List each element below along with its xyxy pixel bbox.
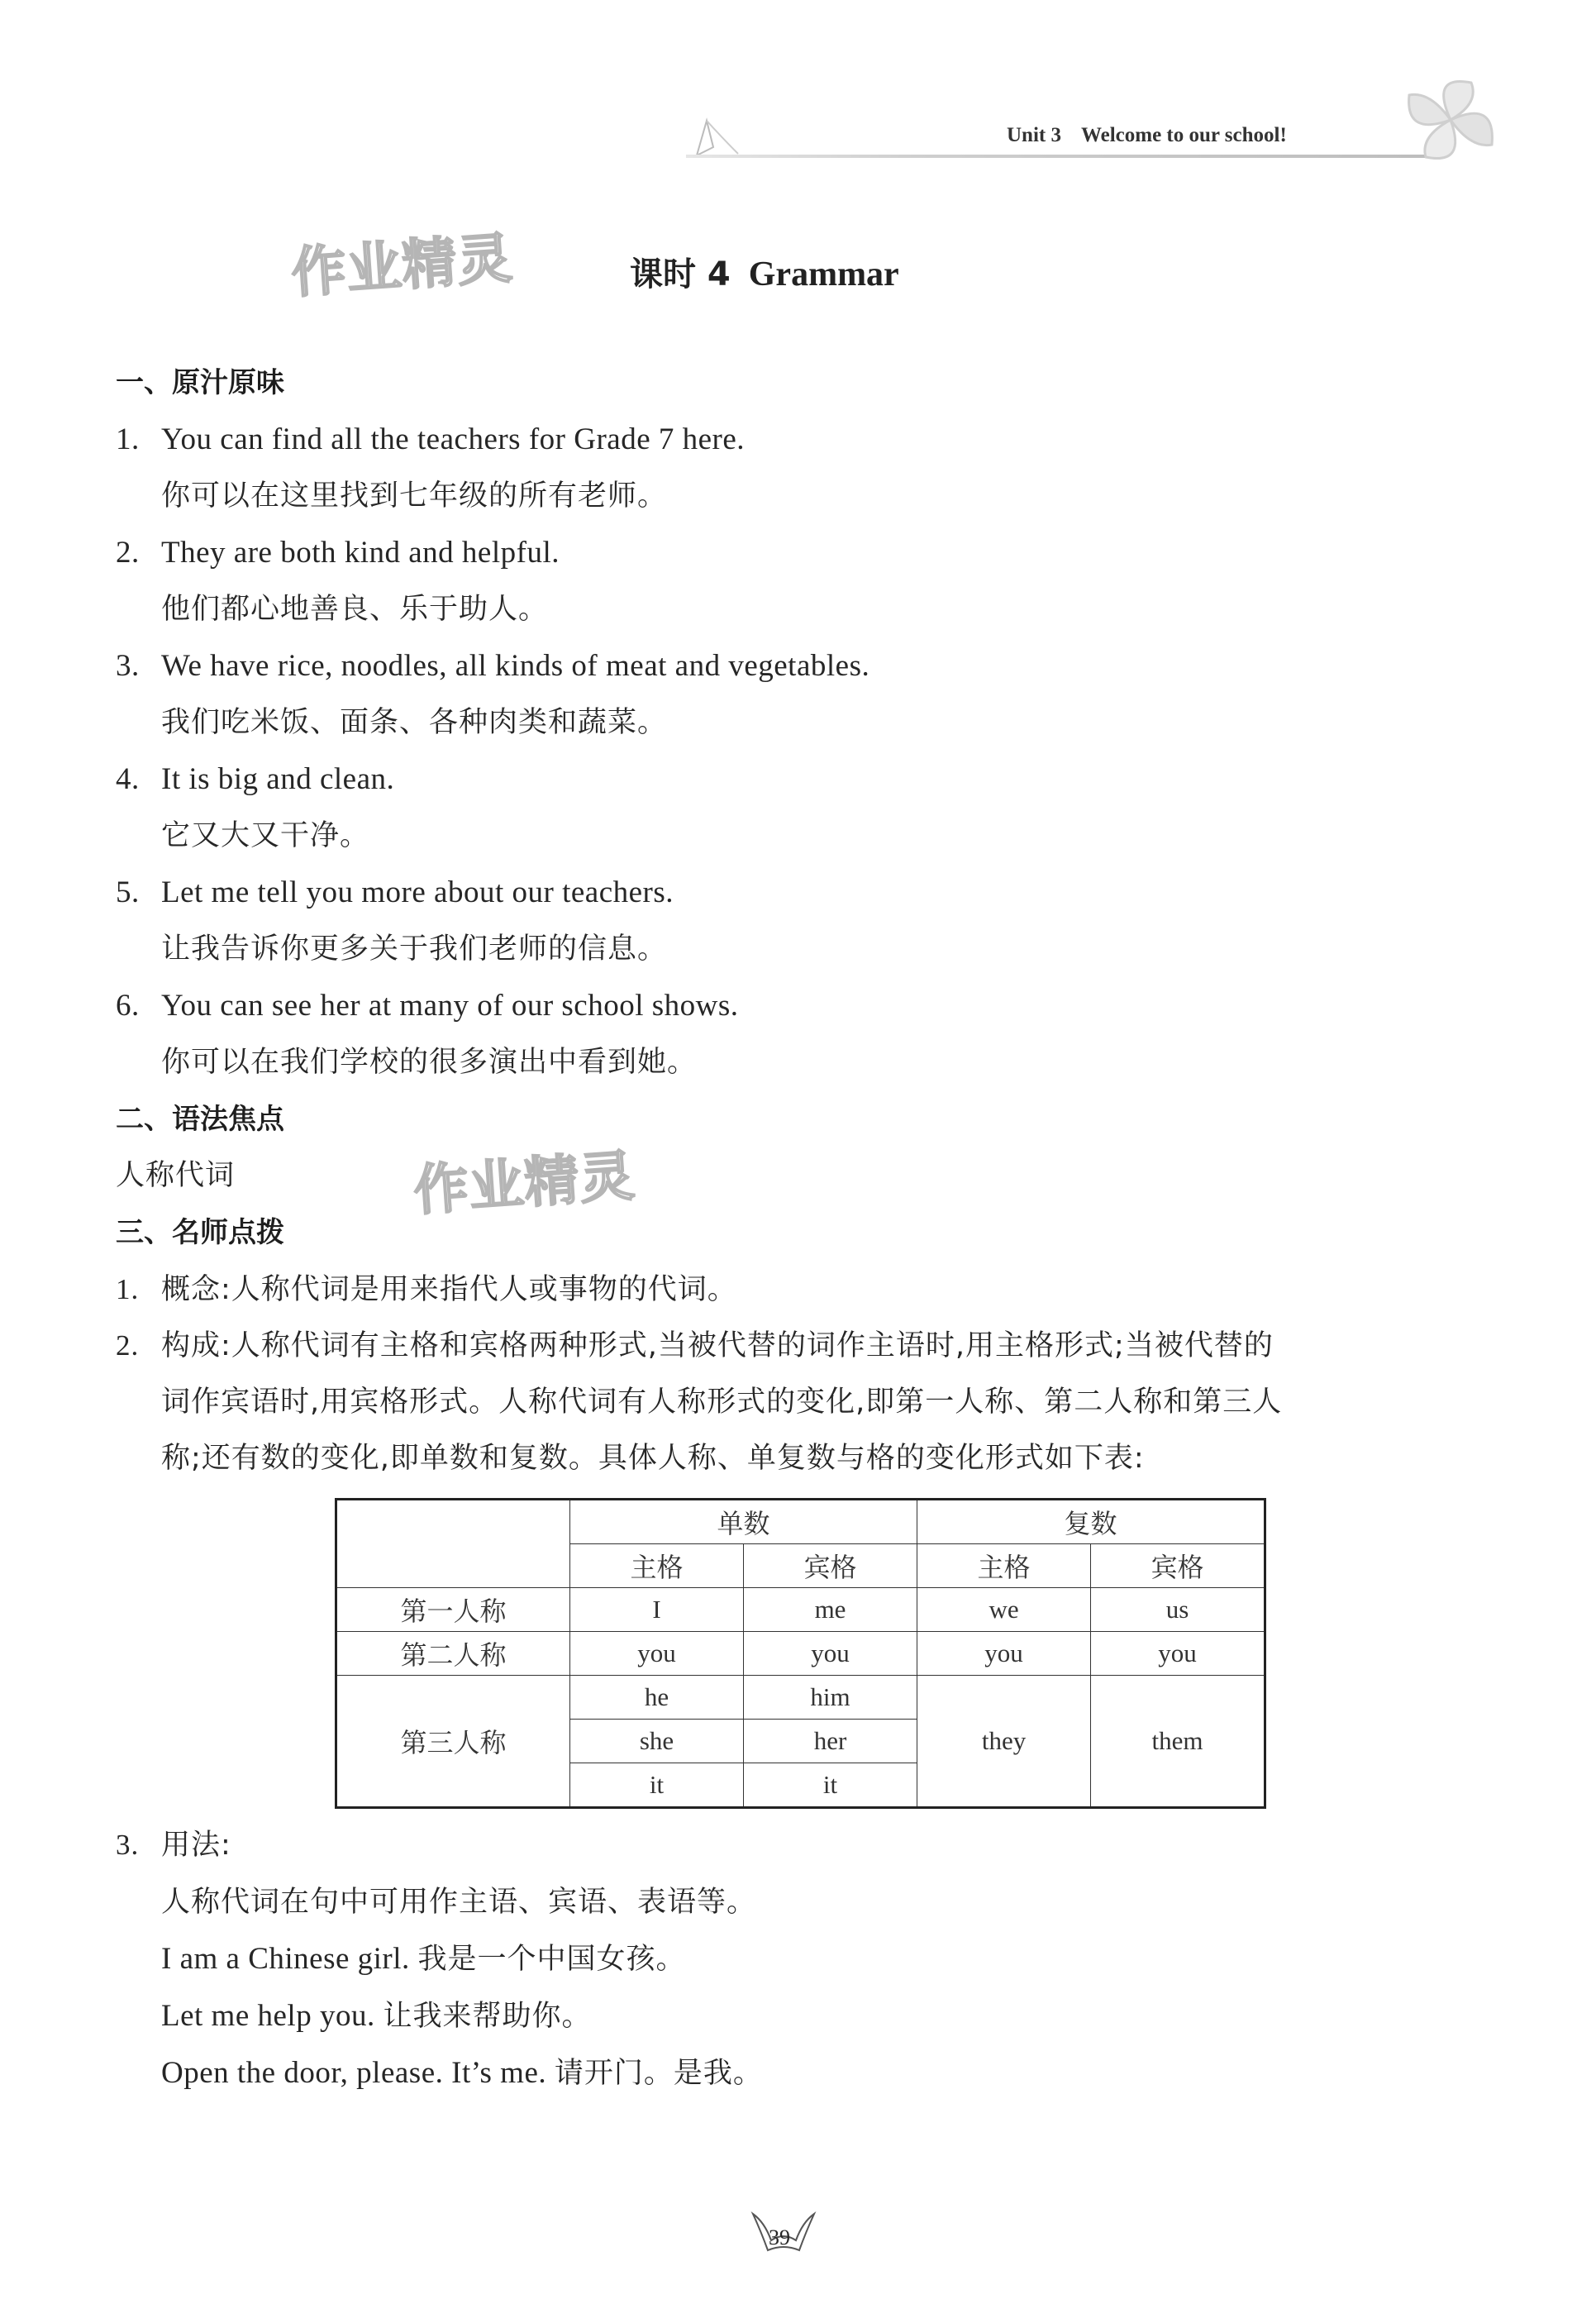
table-cell: him bbox=[744, 1676, 917, 1720]
header-object-case: 宾格 bbox=[1091, 1544, 1265, 1588]
running-header bbox=[1007, 124, 1287, 147]
section-heading: 一、原汁原味 bbox=[116, 366, 284, 399]
example-sentence-zh: 让我告诉你更多关于我们老师的信息。 bbox=[161, 933, 668, 966]
example-sentence-en: 1. You can find all the teachers for Grade 7 here. bbox=[116, 422, 746, 456]
header-singular: 单数 bbox=[570, 1500, 917, 1544]
usage-label: 3. 用法: bbox=[116, 1829, 231, 1862]
header-subject-case: 主格 bbox=[917, 1544, 1091, 1588]
table-cell: you bbox=[917, 1632, 1091, 1676]
usage-example: Open the door, please. It’s me. 请开门。是我。 bbox=[161, 2056, 763, 2090]
table-cell: them bbox=[1091, 1676, 1265, 1808]
table-row bbox=[336, 1500, 1265, 1544]
table-row bbox=[336, 1676, 1265, 1720]
row-label: 第一人称 bbox=[336, 1588, 570, 1632]
structure-paragraph-line: 2. 构成:人称代词有主格和宾格两种形式,当被代替的词作主语时,用主格形式;当被代替的 bbox=[116, 1329, 1274, 1362]
structure-paragraph-line: 词作宾语时,用宾格形式。人称代词有人称形式的变化,即第一人称、第二人称和第三人 bbox=[161, 1386, 1283, 1419]
table-corner-cell bbox=[336, 1500, 570, 1588]
table-cell: I bbox=[570, 1588, 744, 1632]
watermark: 作业精灵 bbox=[289, 226, 515, 306]
table-cell: you bbox=[1091, 1632, 1265, 1676]
example-sentence-en: 3. We have rice, noodles, all kinds of meat and vegetables. bbox=[116, 649, 870, 683]
watermark: 作业精灵 bbox=[412, 1143, 637, 1224]
table-cell: me bbox=[744, 1588, 917, 1632]
table-cell: you bbox=[744, 1632, 917, 1676]
header-plural: 复数 bbox=[917, 1500, 1265, 1544]
table-cell: us bbox=[1091, 1588, 1265, 1632]
section-heading: 二、语法焦点 bbox=[116, 1103, 284, 1136]
table-cell: we bbox=[917, 1588, 1091, 1632]
example-sentence-zh: 他们都心地善良、乐于助人。 bbox=[161, 593, 549, 626]
table-row bbox=[336, 1588, 1265, 1632]
header-object-case: 宾格 bbox=[744, 1544, 917, 1588]
header-unit-title: Welcome to our school! bbox=[1080, 124, 1287, 146]
section-heading: 三、名师点拨 bbox=[116, 1216, 284, 1249]
structure-paragraph-line: 称;还有数的变化,即单数和复数。具体人称、单复数与格的变化形式如下表: bbox=[161, 1442, 1145, 1475]
example-sentence-en: 2. They are both kind and helpful. bbox=[116, 536, 560, 570]
concept-paragraph: 1. 概念:人称代词是用来指代人或事物的代词。 bbox=[116, 1273, 737, 1306]
pronoun-table bbox=[335, 1498, 1266, 1809]
title-prefix: 课时 4 bbox=[630, 255, 731, 293]
header-unit: Unit 3 bbox=[1007, 124, 1061, 146]
example-sentence-en: 4. It is big and clean. bbox=[116, 762, 395, 796]
table-cell: it bbox=[570, 1763, 744, 1808]
table-cell: they bbox=[917, 1676, 1091, 1808]
table-row bbox=[336, 1632, 1265, 1676]
example-sentence-zh: 我们吃米饭、面条、各种肉类和蔬菜。 bbox=[161, 706, 668, 739]
example-sentence-zh: 它又大又干净。 bbox=[161, 819, 370, 852]
grammar-topic: 人称代词 bbox=[116, 1159, 236, 1192]
usage-description: 人称代词在句中可用作主语、宾语、表语等。 bbox=[161, 1886, 757, 1919]
row-label: 第三人称 bbox=[336, 1676, 570, 1808]
page-number: 39 bbox=[769, 2225, 790, 2249]
header-decoration-icon bbox=[690, 114, 740, 160]
table-cell: you bbox=[570, 1632, 744, 1676]
title-name: Grammar bbox=[748, 255, 899, 293]
example-sentence-en: 6. You can see her at many of our school shows. bbox=[116, 989, 739, 1023]
row-label: 第二人称 bbox=[336, 1632, 570, 1676]
page-title bbox=[630, 248, 899, 295]
usage-example: I am a Chinese girl. 我是一个中国女孩。 bbox=[161, 1942, 686, 1976]
header-subject-case: 主格 bbox=[570, 1544, 744, 1588]
example-sentence-zh: 你可以在我们学校的很多演出中看到她。 bbox=[161, 1046, 698, 1079]
usage-example: Let me help you. 让我来帮助你。 bbox=[161, 1999, 592, 2033]
table-cell: he bbox=[570, 1676, 744, 1720]
table-cell: she bbox=[570, 1720, 744, 1763]
example-sentence-en: 5. Let me tell you more about our teachers. bbox=[116, 875, 674, 909]
header-rule bbox=[686, 155, 1446, 158]
pinwheel-decoration-icon bbox=[1397, 66, 1504, 174]
table-cell: it bbox=[744, 1763, 917, 1808]
example-sentence-zh: 你可以在这里找到七年级的所有老师。 bbox=[161, 479, 668, 513]
table-cell: her bbox=[744, 1720, 917, 1763]
